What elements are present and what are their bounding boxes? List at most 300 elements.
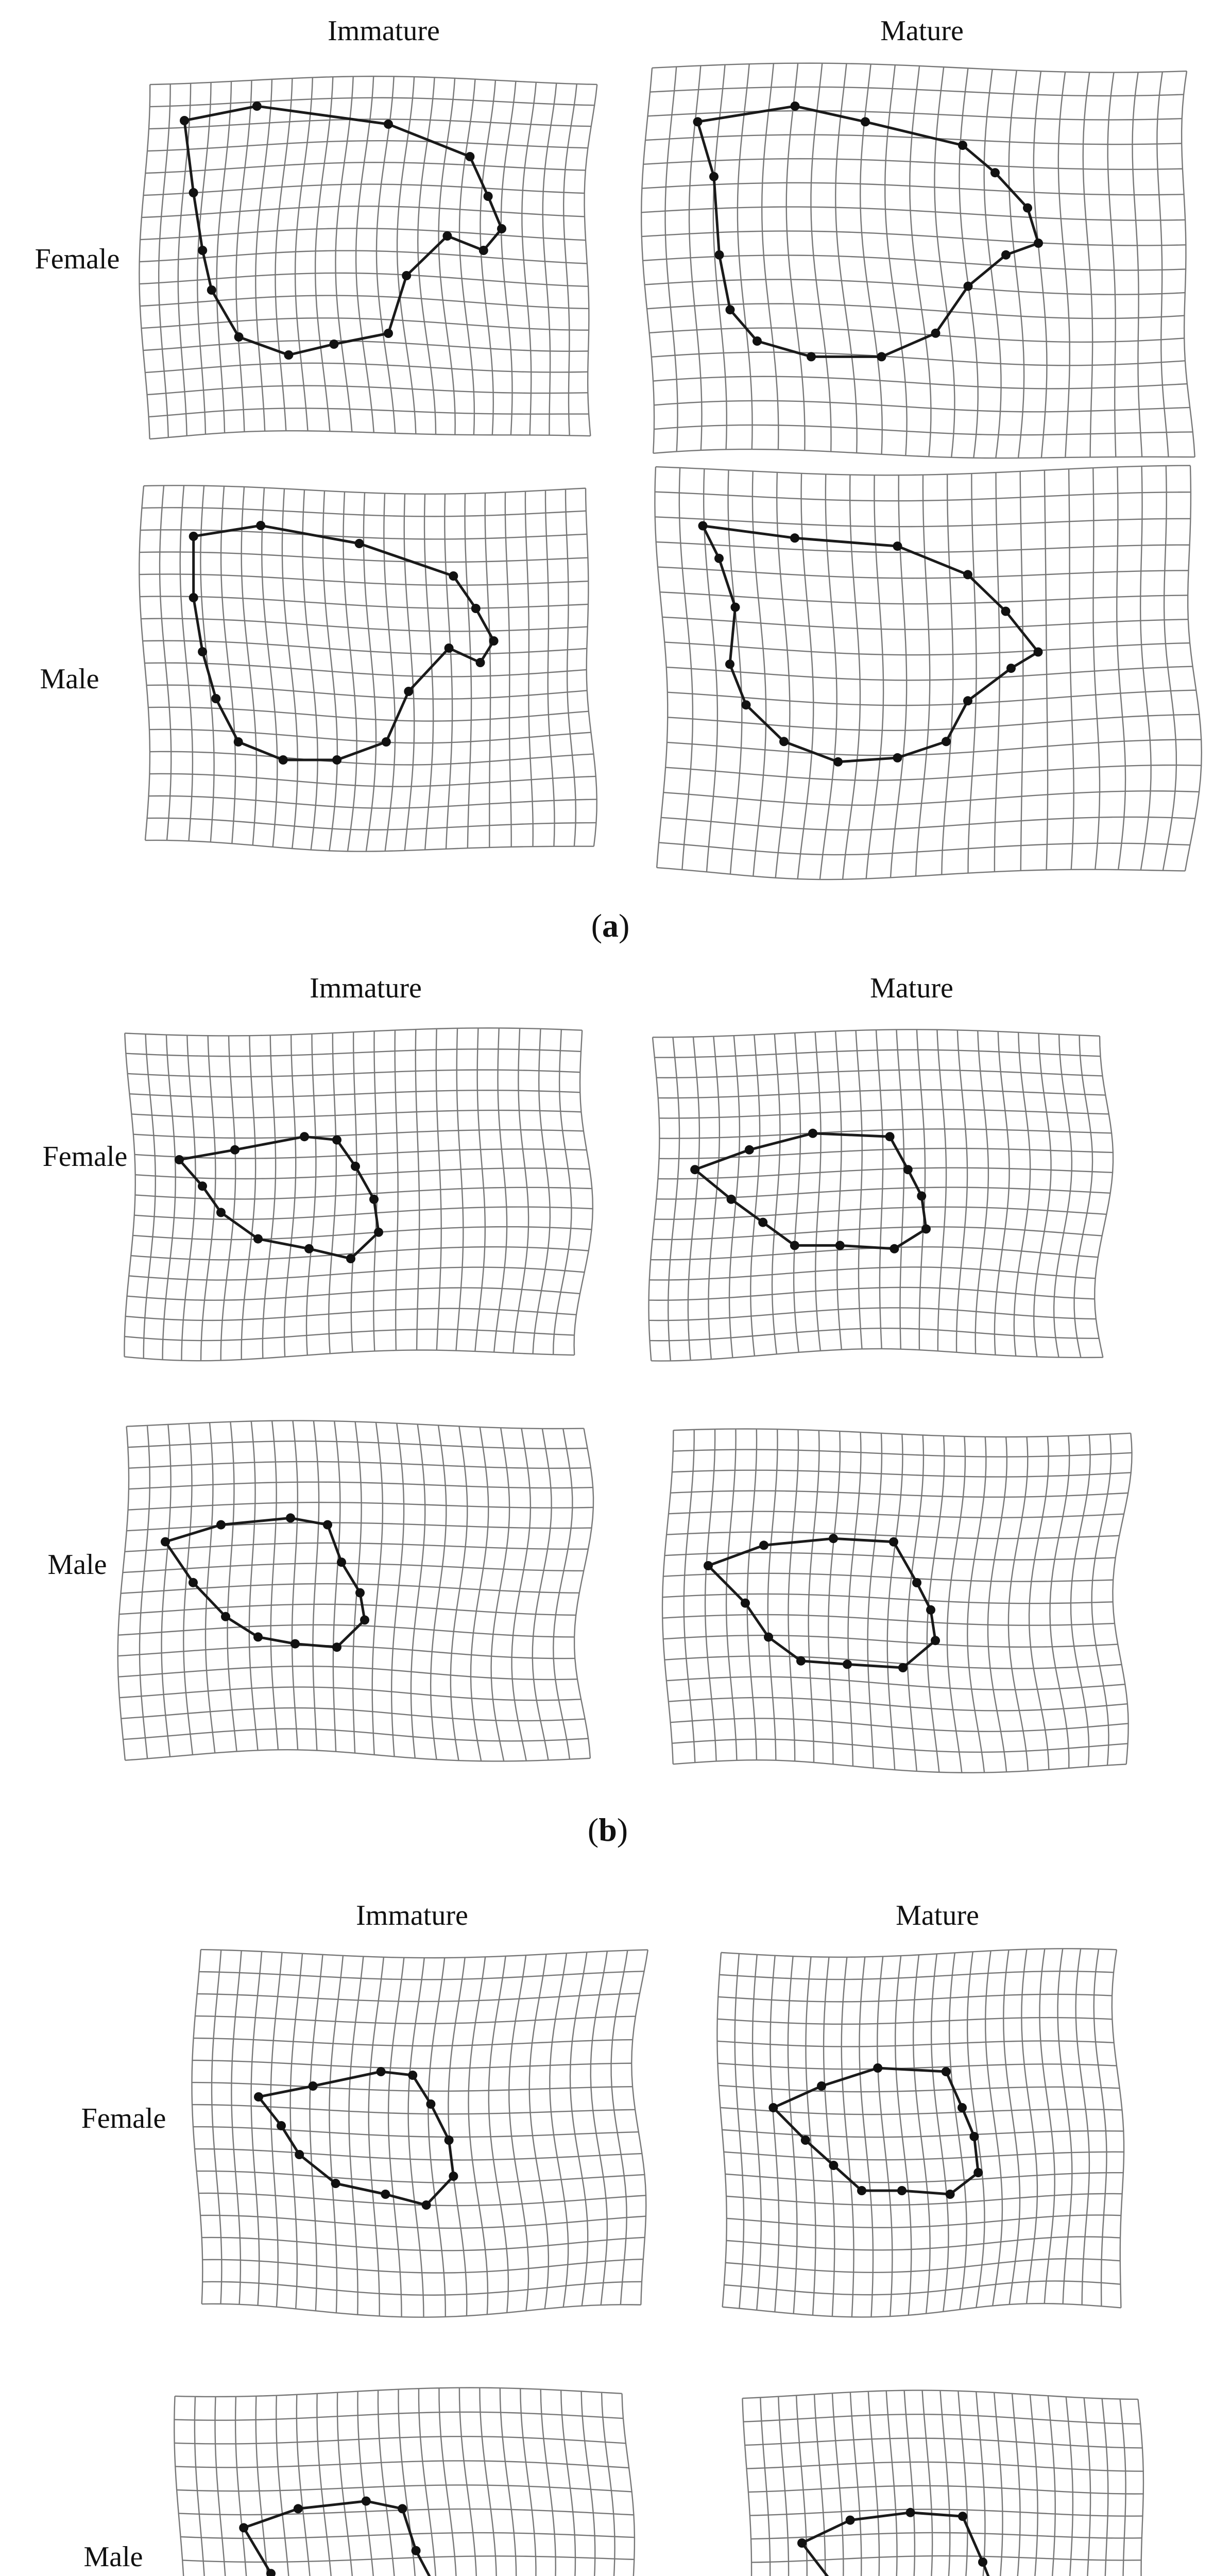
grid-line-vertical xyxy=(529,1954,549,2309)
deformation-grid-c-immature-female xyxy=(191,1953,644,2313)
grid-line-vertical xyxy=(995,1031,1010,1355)
grid-lines xyxy=(649,1029,1113,1361)
landmark-point xyxy=(790,533,799,543)
grid-line-vertical xyxy=(459,2388,477,2576)
landmark-point xyxy=(1006,664,1016,673)
grid-line-vertical xyxy=(877,1956,892,2316)
landmark-point xyxy=(931,329,941,338)
grid-line-vertical xyxy=(990,2393,1002,2576)
grid-line-horizontal xyxy=(672,1739,1128,1752)
landmark-point xyxy=(221,1612,230,1621)
landmark-point xyxy=(898,1663,908,1672)
grid-line-vertical xyxy=(561,2390,575,2576)
landmark-point xyxy=(323,1520,332,1530)
grid-line-vertical xyxy=(1009,2394,1020,2576)
grid-line-vertical xyxy=(750,1035,760,1356)
grid-line-vertical xyxy=(631,1950,648,2305)
grid-line-horizontal xyxy=(123,1563,584,1572)
grid-line-vertical xyxy=(553,1029,571,1354)
landmark-point xyxy=(808,1129,817,1138)
grid-line-horizontal xyxy=(642,231,1186,245)
grid-line-vertical xyxy=(820,474,837,879)
grid-line-vertical xyxy=(967,1437,986,1773)
grid-line-vertical xyxy=(988,1437,1007,1772)
grid-line-vertical xyxy=(927,1436,945,1772)
landmark-point xyxy=(360,1615,369,1624)
grid-line-vertical xyxy=(865,2392,879,2576)
grid-line-horizontal xyxy=(201,1950,648,1958)
landmark-point xyxy=(198,246,207,255)
col-label-immature-b: Immature xyxy=(310,972,422,1004)
grid-line-vertical xyxy=(1083,72,1092,457)
grid-line-vertical xyxy=(411,1424,425,1758)
landmark-point xyxy=(489,636,499,646)
grid-line-vertical xyxy=(1094,1949,1107,2306)
grid-line-vertical xyxy=(369,1957,384,2316)
grid-line-horizontal xyxy=(133,1130,584,1138)
grid-line-horizontal xyxy=(140,296,589,309)
row-label-female-c: Female xyxy=(81,2103,166,2134)
grid-line-horizontal xyxy=(149,730,591,743)
grid-line-vertical xyxy=(913,1955,930,2313)
grid-line-vertical xyxy=(465,494,472,848)
grid-line-horizontal xyxy=(649,1267,1096,1280)
grid-line-horizontal xyxy=(143,341,588,351)
landmark-point xyxy=(444,643,454,653)
landmark-point xyxy=(958,141,967,150)
grid-line-vertical xyxy=(887,1434,903,1770)
grid-line-horizontal xyxy=(144,485,586,494)
grid-line-vertical xyxy=(1119,2399,1125,2576)
landmark-point xyxy=(332,755,341,765)
grid-line-horizontal xyxy=(747,2462,1143,2471)
grid-line-horizontal xyxy=(724,2281,1121,2295)
grid-line-horizontal xyxy=(134,1207,593,1219)
grid-line-vertical xyxy=(582,2391,595,2576)
deformation-grid-b-mature-female xyxy=(654,1028,1107,1358)
landmark-point xyxy=(422,2200,431,2210)
grid-line-horizontal xyxy=(659,1110,1109,1118)
landmark-point xyxy=(329,340,338,349)
landmark-point xyxy=(479,246,488,255)
grid-line-vertical xyxy=(742,2398,751,2576)
grid-line-vertical xyxy=(295,77,313,431)
landmark-point xyxy=(476,658,485,667)
grid-line-vertical xyxy=(1112,1950,1124,2308)
grid-line-vertical xyxy=(471,1427,488,1761)
grid-line-vertical xyxy=(284,1035,296,1357)
grid-line-vertical xyxy=(794,1033,800,1352)
grid-lines xyxy=(717,1948,1124,2317)
grid-line-horizontal xyxy=(717,2063,1117,2069)
grid-line-horizontal xyxy=(642,183,1184,195)
landmark-point xyxy=(835,1241,845,1250)
grid-line-vertical xyxy=(1092,1434,1111,1766)
landmark-point xyxy=(175,1155,184,1164)
landmark-point xyxy=(709,172,719,181)
grid-line-horizontal xyxy=(745,2438,1142,2448)
landmark-point xyxy=(715,250,724,260)
landmark-point xyxy=(889,1537,898,1547)
landmark-point xyxy=(284,350,293,360)
grid-line-horizontal xyxy=(125,1329,574,1341)
deformation-grid-c-immature-male xyxy=(180,2391,634,2576)
grid-line-vertical xyxy=(388,1958,404,2317)
grid-line-vertical xyxy=(337,2393,355,2576)
grid-line-vertical xyxy=(255,79,272,431)
landmark-point xyxy=(942,2067,951,2076)
landmark-point xyxy=(861,117,870,126)
landmark-point xyxy=(1034,239,1043,248)
landmark-point xyxy=(917,1191,926,1200)
grid-line-horizontal xyxy=(663,1573,1113,1582)
grid-line-vertical xyxy=(574,1030,593,1355)
landmark-point xyxy=(449,2172,458,2181)
landmark-point xyxy=(877,352,886,361)
grid-line-horizontal xyxy=(145,663,587,677)
landmark-point xyxy=(1001,250,1011,260)
grid-line-horizontal xyxy=(719,2086,1120,2092)
deformation-grid-a-mature-male xyxy=(654,469,1195,876)
grid-line-vertical xyxy=(550,1953,568,2307)
row-label-female-b: Female xyxy=(42,1141,128,1173)
col-label-immature-c: Immature xyxy=(356,1900,468,1931)
grid-line-vertical xyxy=(174,2396,185,2576)
grid-line-vertical xyxy=(489,1956,508,2313)
landmark-point xyxy=(790,1241,799,1250)
row-label-female-a: Female xyxy=(35,243,120,275)
grid-line-vertical xyxy=(310,1955,323,2311)
grid-line-vertical xyxy=(1185,466,1202,871)
landmark-point xyxy=(796,1656,806,1666)
grid-line-horizontal xyxy=(202,2304,641,2317)
grid-line-vertical xyxy=(276,2396,292,2576)
landmark-point xyxy=(797,2538,807,2548)
landmark-point xyxy=(369,1195,379,1204)
grid-lines xyxy=(742,2391,1143,2576)
grid-line-vertical xyxy=(934,2391,950,2576)
grid-line-horizontal xyxy=(657,868,1185,879)
grid-line-horizontal xyxy=(192,2082,632,2091)
landmark-point xyxy=(161,1537,170,1547)
grid-line-vertical xyxy=(1135,2399,1143,2576)
landmark-point xyxy=(294,2504,303,2513)
grid-lines xyxy=(655,466,1201,879)
grid-line-vertical xyxy=(543,83,557,435)
grid-line-horizontal xyxy=(717,2041,1114,2046)
grid-line-vertical xyxy=(242,1036,255,1360)
landmark-point xyxy=(926,1605,935,1615)
grid-line-vertical xyxy=(949,1953,967,2309)
grid-line-horizontal xyxy=(643,159,1183,170)
caption-a: (a) xyxy=(591,907,630,944)
landmark-point xyxy=(846,2516,855,2525)
grid-line-vertical xyxy=(1157,72,1168,457)
grid-line-horizontal xyxy=(673,1760,1126,1773)
grid-line-vertical xyxy=(1054,1035,1072,1358)
grid-line-vertical xyxy=(849,2392,862,2576)
grid-line-vertical xyxy=(451,1426,467,1760)
grid-line-horizontal xyxy=(751,2556,1141,2563)
grid-line-horizontal xyxy=(649,1308,1096,1320)
landmark-point xyxy=(906,2508,915,2517)
landmark-outline xyxy=(259,2072,453,2205)
landmark-point xyxy=(384,120,393,129)
grid-line-horizontal xyxy=(652,352,1185,366)
grid-line-vertical xyxy=(585,84,597,436)
grid-lines xyxy=(641,63,1195,458)
grid-line-vertical xyxy=(566,489,576,846)
grid-line-horizontal xyxy=(650,1328,1099,1341)
grid-line-vertical xyxy=(591,1951,607,2305)
grid-line-horizontal xyxy=(658,567,1189,579)
grid-line-vertical xyxy=(384,494,395,851)
landmark-point xyxy=(331,2179,340,2188)
landmark-point xyxy=(189,188,198,197)
landmark-point xyxy=(801,2136,810,2145)
deformation-grid-c-mature-female xyxy=(721,1953,1123,2313)
landmark-point xyxy=(234,332,244,342)
grid-line-horizontal xyxy=(127,1288,580,1300)
landmark-point xyxy=(897,2186,907,2195)
landmark-point xyxy=(903,1165,913,1174)
landmark-point xyxy=(1001,607,1011,616)
grid-line-horizontal xyxy=(663,791,1199,805)
grid-line-horizontal xyxy=(141,619,588,632)
landmark-point xyxy=(216,1208,226,1217)
landmark-point xyxy=(377,2067,386,2076)
grid-line-vertical xyxy=(553,1429,572,1759)
grid-line-horizontal xyxy=(123,1729,588,1741)
grid-line-vertical xyxy=(1163,466,1176,871)
grid-line-vertical xyxy=(378,2390,397,2576)
landmark-point xyxy=(256,521,265,530)
grid-line-horizontal xyxy=(147,386,588,395)
grid-line-vertical xyxy=(351,1032,356,1352)
caption-b: (b) xyxy=(587,1811,628,1848)
landmark-point xyxy=(890,1244,899,1253)
landmark-point xyxy=(404,687,413,696)
grid-line-horizontal xyxy=(148,707,589,721)
grid-line-horizontal xyxy=(124,1350,574,1361)
grid-line-vertical xyxy=(475,1028,485,1351)
grid-line-vertical xyxy=(533,1029,550,1354)
grid-line-vertical xyxy=(809,1430,819,1762)
grid-line-horizontal xyxy=(645,135,1182,145)
grid-line-vertical xyxy=(349,1956,364,2314)
grid-line-horizontal xyxy=(139,574,588,585)
grid-line-vertical xyxy=(895,1956,911,2315)
grid-line-horizontal xyxy=(664,642,1190,655)
grid-line-horizontal xyxy=(725,2173,1123,2182)
col-label-mature-b: Mature xyxy=(870,972,953,1004)
grid-line-vertical xyxy=(942,474,953,875)
landmark-point xyxy=(873,2063,882,2073)
grid-line-vertical xyxy=(306,1034,316,1355)
landmark-point xyxy=(779,737,789,746)
grid-line-horizontal xyxy=(150,431,591,439)
landmark-point xyxy=(893,541,902,551)
grid-line-horizontal xyxy=(149,408,589,417)
grid-line-vertical xyxy=(832,2393,844,2576)
grid-line-vertical xyxy=(276,78,293,431)
landmark-point xyxy=(309,2081,318,2091)
landmark-point xyxy=(198,647,207,656)
landmark-point xyxy=(958,2512,967,2521)
grid-line-horizontal xyxy=(649,328,1185,342)
landmark-point xyxy=(295,2150,304,2159)
grid-line-vertical xyxy=(1084,2398,1090,2576)
landmark-point xyxy=(465,152,474,161)
grid-line-horizontal xyxy=(723,2303,1121,2317)
grid-line-horizontal xyxy=(128,1502,593,1510)
grid-line-vertical xyxy=(541,2389,556,2576)
grid-line-vertical xyxy=(655,467,668,868)
deformation-grid-b-mature-male xyxy=(662,1430,1125,1770)
grid-line-horizontal xyxy=(197,2171,645,2183)
grid-line-horizontal xyxy=(651,1349,1103,1361)
grid-line-horizontal xyxy=(143,184,584,195)
grid-line-vertical xyxy=(815,1032,821,1351)
grid-line-horizontal xyxy=(119,1604,576,1615)
grid-line-vertical xyxy=(984,70,1001,459)
grid-lines xyxy=(174,2387,635,2576)
grid-line-horizontal xyxy=(195,2149,642,2160)
landmark-point xyxy=(990,168,1000,177)
landmark-point xyxy=(300,1132,309,1141)
grid-line-vertical xyxy=(976,1031,988,1354)
grid-line-vertical xyxy=(512,1428,531,1760)
grid-line-vertical xyxy=(1113,1433,1132,1765)
landmark-point xyxy=(742,700,751,709)
landmark-outline xyxy=(802,2513,999,2576)
landmark-point xyxy=(714,554,724,563)
grid-line-vertical xyxy=(221,1036,236,1360)
grid-line-horizontal xyxy=(182,2556,634,2562)
grid-line-horizontal xyxy=(142,206,585,217)
grid-line-horizontal xyxy=(119,1687,581,1701)
grid-line-horizontal xyxy=(145,840,594,852)
grid-line-vertical xyxy=(1058,1948,1072,2304)
grid-line-vertical xyxy=(494,1028,507,1352)
grid-line-horizontal xyxy=(654,425,1193,435)
grid-line-horizontal xyxy=(145,162,586,173)
row-label-male-a: Male xyxy=(40,663,99,695)
grid-line-horizontal xyxy=(193,2127,639,2137)
landmark-point xyxy=(216,1520,226,1530)
landmark-point xyxy=(398,2504,407,2513)
grid-line-vertical xyxy=(459,79,475,435)
landmark-point xyxy=(402,271,411,280)
grid-line-horizontal xyxy=(150,752,594,765)
grid-line-horizontal xyxy=(192,2105,635,2114)
grid-line-vertical xyxy=(622,2394,635,2576)
grid-line-vertical xyxy=(404,494,414,850)
landmark-point xyxy=(332,1136,341,1145)
landmark-point xyxy=(290,1639,300,1649)
grid-line-vertical xyxy=(357,2392,375,2576)
landmark-point xyxy=(239,2523,248,2532)
grid-line-vertical xyxy=(885,65,907,455)
grid-line-horizontal xyxy=(651,1247,1098,1260)
grid-line-vertical xyxy=(778,2397,789,2576)
landmark-point xyxy=(381,2190,390,2199)
deformation-grid-a-mature-female xyxy=(649,67,1190,459)
landmark-point xyxy=(833,757,843,767)
landmark-point xyxy=(745,1145,754,1155)
grid-line-vertical xyxy=(1093,468,1100,870)
grid-line-vertical xyxy=(1028,2395,1037,2576)
grid-line-horizontal xyxy=(654,401,1190,412)
grid-line-horizontal xyxy=(660,592,1188,604)
grid-line-vertical xyxy=(995,472,1000,872)
grid-line-vertical xyxy=(1014,1032,1030,1356)
grid-line-vertical xyxy=(533,1429,552,1760)
grid-line-vertical xyxy=(395,1030,398,1350)
grid-line-horizontal xyxy=(671,1491,1128,1497)
grid-line-vertical xyxy=(811,63,831,452)
grid-line-horizontal xyxy=(662,1594,1113,1603)
grid-line-vertical xyxy=(356,76,374,433)
grid-line-vertical xyxy=(937,1030,946,1351)
grid-line-vertical xyxy=(1076,1948,1089,2304)
grid-line-vertical xyxy=(1133,72,1142,457)
grid-line-horizontal xyxy=(129,1267,584,1280)
grid-line-vertical xyxy=(1045,470,1048,870)
grid-line-vertical xyxy=(335,76,353,432)
grid-line-vertical xyxy=(1050,1436,1069,1768)
grid-line-vertical xyxy=(898,2391,915,2576)
landmark-point xyxy=(698,521,708,531)
grid-line-horizontal xyxy=(662,617,1188,630)
grid-line-vertical xyxy=(525,492,533,847)
landmark-point xyxy=(426,2099,435,2109)
grid-line-vertical xyxy=(1020,471,1023,871)
grid-line-horizontal xyxy=(134,1149,586,1158)
grid-line-vertical xyxy=(762,63,778,450)
grid-line-vertical xyxy=(1095,1036,1113,1358)
grid-line-vertical xyxy=(1048,2396,1055,2576)
landmark-point xyxy=(693,117,703,126)
grid-line-horizontal xyxy=(653,377,1187,389)
deformation-grid-b-immature-male xyxy=(124,1419,587,1759)
grid-line-vertical xyxy=(315,77,333,431)
landmark-point xyxy=(471,604,481,613)
grid-line-vertical xyxy=(520,2388,536,2576)
deformation-grid-c-mature-male xyxy=(742,2391,1143,2576)
grid-line-horizontal xyxy=(653,449,1194,458)
grid-line-vertical xyxy=(772,1034,780,1354)
grid-line-vertical xyxy=(760,2397,770,2576)
grid-line-vertical xyxy=(485,493,490,848)
landmark-point xyxy=(412,2546,421,2555)
grid-line-vertical xyxy=(814,2394,825,2576)
landmark-point xyxy=(807,352,816,361)
grid-line-horizontal xyxy=(659,842,1190,855)
grid-line-horizontal xyxy=(665,765,1201,780)
grid-line-horizontal xyxy=(202,2259,643,2273)
landmark-point xyxy=(234,737,243,747)
grid-line-vertical xyxy=(377,76,395,433)
grid-line-vertical xyxy=(263,1035,276,1358)
landmark-point xyxy=(449,571,458,581)
grid-line-vertical xyxy=(896,1029,904,1349)
grid-line-vertical xyxy=(916,2391,932,2576)
landmark-point xyxy=(1023,204,1032,213)
grid-line-horizontal xyxy=(671,1718,1129,1731)
grid-line-vertical xyxy=(256,2396,270,2576)
landmark-point xyxy=(963,570,972,579)
